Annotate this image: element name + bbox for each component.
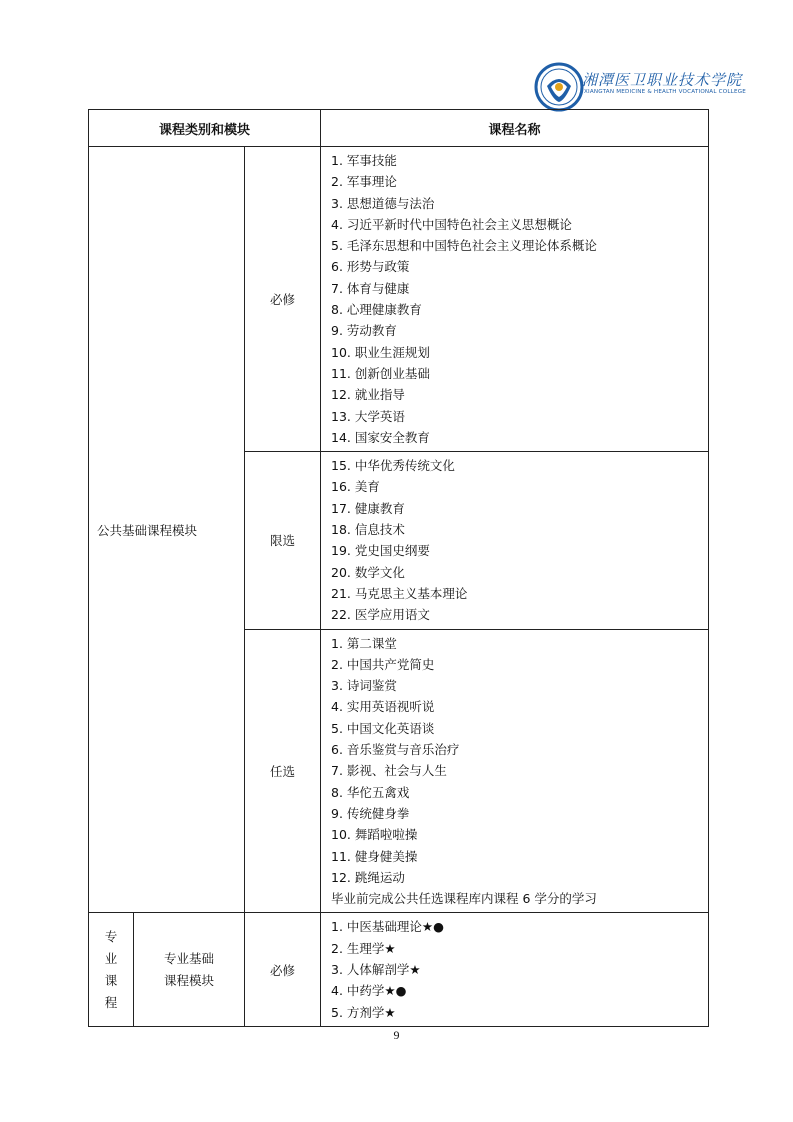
course-item: 7. 影视、社会与人生 — [331, 763, 447, 779]
course-item: 8. 华佗五禽戏 — [331, 784, 410, 800]
course-item: 7. 体育与健康 — [331, 280, 410, 296]
page-number: 9 — [393, 1028, 400, 1042]
professional-module-cell — [134, 913, 245, 1026]
course-item: 16. 美育 — [331, 479, 380, 495]
course-item: 11. 健身健美操 — [331, 848, 418, 864]
limited-elective-course-list — [321, 452, 709, 629]
public-module-cell: 公共基础课程模块 — [89, 147, 245, 913]
course-item: 13. 大学英语 — [331, 408, 405, 424]
course-item: 1. 中医基础理论★● — [331, 919, 445, 935]
college-emblem-icon — [534, 62, 584, 112]
course-item: 2. 生理学★ — [331, 940, 396, 956]
college-logo — [534, 62, 746, 114]
course-item: 22. 医学应用语文 — [331, 607, 430, 623]
course-item: 1. 第二课堂 — [331, 635, 397, 651]
course-item: 19. 党史国史纲要 — [331, 543, 430, 559]
free-elective-course-list — [321, 629, 709, 913]
professional-course-list — [321, 913, 709, 1026]
free-elective-label: 任选 — [245, 629, 321, 913]
module-line: 课程模块 — [163, 972, 214, 988]
course-item: 5. 毛泽东思想和中国特色社会主义理论体系概论 — [331, 238, 597, 254]
category-char: 课 — [104, 972, 118, 988]
course-item: 18. 信息技术 — [331, 522, 405, 538]
course-item: 4. 中药学★● — [331, 983, 407, 999]
course-item: 12. 跳绳运动 — [331, 869, 405, 885]
course-item: 10. 舞蹈啦啦操 — [331, 827, 418, 843]
course-item: 6. 音乐鉴赏与音乐治疗 — [331, 742, 460, 758]
header-course-category: 课程类别和模块 — [89, 110, 321, 147]
course-item: 4. 习近平新时代中国特色社会主义思想概论 — [331, 216, 572, 232]
course-item: 3. 人体解剖学★ — [331, 961, 421, 977]
course-table — [88, 109, 709, 1027]
course-item: 5. 中国文化英语谈 — [331, 720, 435, 736]
course-item: 8. 心理健康教育 — [331, 302, 422, 318]
category-char: 程 — [104, 994, 118, 1010]
professional-category-cell — [89, 913, 134, 1026]
course-item: 11. 创新创业基础 — [331, 365, 430, 381]
course-item: 9. 劳动教育 — [331, 323, 397, 339]
course-item: 2. 中国共产党简史 — [331, 656, 435, 672]
professional-required-label: 必修 — [245, 913, 321, 1026]
course-item: 9. 传统健身拳 — [331, 805, 410, 821]
course-item: 5. 方剂学★ — [331, 1004, 396, 1020]
course-item: 3. 思想道德与法治 — [331, 195, 435, 211]
college-name-cn: 湘潭医卫职业技术学院 — [582, 71, 743, 89]
college-name-en: XIANGTAN MEDICINE & HEALTH VOCATIONAL COLLEGE — [584, 89, 746, 95]
course-item: 4. 实用英语视听说 — [331, 699, 435, 715]
course-item: 1. 军事技能 — [331, 153, 397, 168]
course-item: 20. 数学文化 — [331, 564, 405, 580]
category-char: 专 — [104, 928, 118, 944]
course-item: 14. 国家安全教育 — [331, 429, 430, 445]
course-item: 17. 健康教育 — [331, 500, 405, 516]
course-item: 15. 中华优秀传统文化 — [331, 458, 455, 474]
course-item: 2. 军事理论 — [331, 174, 397, 190]
course-item: 21. 马克思主义基本理论 — [331, 585, 468, 601]
required-label: 必修 — [245, 147, 321, 452]
module-line: 专业基础 — [163, 950, 214, 966]
elective-credit-note: 毕业前完成公共任选课程库内课程 6 学分的学习 — [331, 891, 597, 907]
course-item: 12. 就业指导 — [331, 387, 405, 403]
limited-elective-label: 限选 — [245, 452, 321, 629]
course-item: 3. 诗词鉴赏 — [331, 678, 397, 694]
course-item: 10. 职业生涯规划 — [331, 344, 430, 360]
course-item: 6. 形势与政策 — [331, 259, 410, 275]
required-course-list — [321, 147, 709, 452]
category-char: 业 — [104, 950, 118, 966]
header-course-name: 课程名称 — [321, 110, 709, 147]
